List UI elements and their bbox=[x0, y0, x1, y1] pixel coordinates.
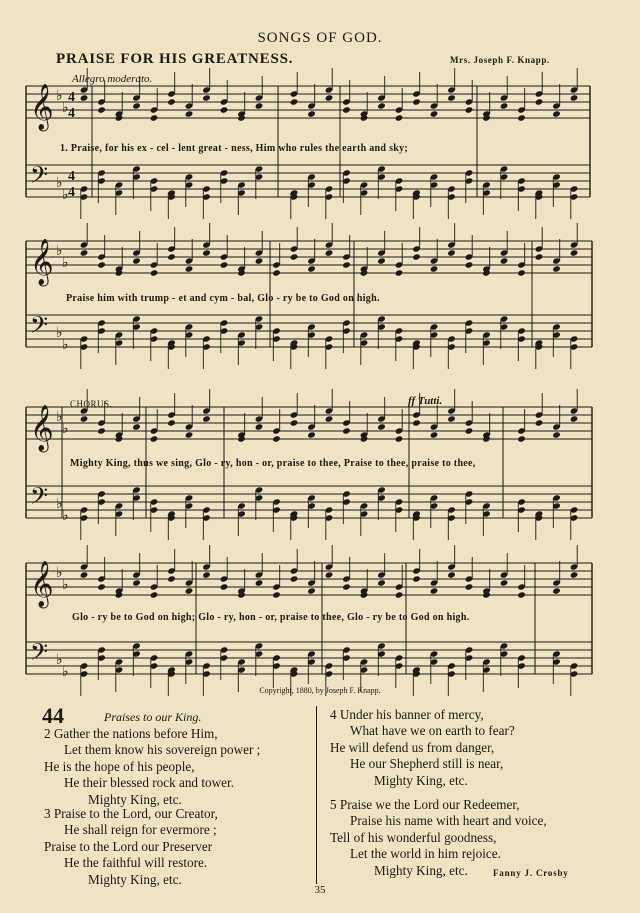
key-signature-flat-icon: ♭ bbox=[56, 653, 63, 668]
notehead bbox=[570, 571, 579, 578]
notehead bbox=[132, 579, 141, 586]
notehead bbox=[150, 269, 159, 276]
notehead bbox=[97, 583, 106, 590]
notehead bbox=[395, 435, 404, 442]
notehead bbox=[220, 261, 229, 268]
notehead bbox=[202, 415, 211, 422]
notehead bbox=[412, 419, 421, 426]
time-signature: 4 bbox=[68, 106, 75, 121]
notehead bbox=[465, 583, 474, 590]
notehead bbox=[570, 415, 579, 422]
notehead bbox=[325, 415, 334, 422]
notehead bbox=[465, 261, 474, 268]
notehead bbox=[132, 423, 141, 430]
notehead bbox=[290, 98, 299, 105]
notehead bbox=[465, 427, 474, 434]
notehead bbox=[447, 249, 456, 256]
notehead bbox=[517, 435, 526, 442]
notehead bbox=[80, 94, 89, 101]
notehead bbox=[500, 579, 509, 586]
verse-line: He their blessed rock and tower. bbox=[64, 775, 234, 791]
notehead bbox=[447, 415, 456, 422]
notehead bbox=[150, 435, 159, 442]
notehead bbox=[272, 269, 281, 276]
column-divider bbox=[316, 706, 317, 884]
notehead bbox=[465, 106, 474, 113]
notehead bbox=[342, 583, 351, 590]
notehead bbox=[342, 106, 351, 113]
verse-line: 3 Praise to the Lord, our Creator, bbox=[44, 806, 218, 821]
notehead bbox=[500, 102, 509, 109]
chorus-label: CHORUS. bbox=[70, 399, 113, 409]
notehead bbox=[517, 269, 526, 276]
notehead bbox=[500, 257, 509, 264]
key-signature-flat-icon: ♭ bbox=[62, 509, 69, 524]
time-signature: 4 bbox=[68, 169, 75, 184]
hymn-number: 44 bbox=[42, 703, 64, 728]
bass-clef-icon: 𝄢 bbox=[30, 161, 49, 194]
time-signature: 4 bbox=[68, 90, 75, 105]
notehead bbox=[290, 253, 299, 260]
notehead bbox=[307, 110, 316, 117]
verse-line: Mighty King, etc. bbox=[88, 871, 182, 887]
notehead bbox=[430, 265, 439, 272]
key-signature-flat-icon: ♭ bbox=[56, 326, 63, 341]
notehead bbox=[97, 427, 106, 434]
notehead bbox=[377, 257, 386, 264]
treble-clef-icon: 𝄞 bbox=[30, 239, 54, 285]
key-signature-flat-icon: ♭ bbox=[62, 338, 69, 353]
notehead bbox=[535, 253, 544, 260]
verse-line: Praise his name with heart and voice, bbox=[350, 813, 547, 829]
verse-line: 2 Gather the nations before Him, bbox=[44, 726, 218, 741]
verse-line: Mighty King, etc. bbox=[374, 862, 468, 878]
notehead bbox=[255, 579, 264, 586]
notehead bbox=[412, 575, 421, 582]
notehead bbox=[552, 110, 561, 117]
notehead bbox=[412, 253, 421, 260]
verse-3 bbox=[44, 806, 218, 888]
notehead bbox=[325, 94, 334, 101]
dynamic-marking: ff Tutti. bbox=[408, 395, 443, 407]
notehead bbox=[272, 591, 281, 598]
key-signature-flat-icon: ♭ bbox=[62, 256, 69, 271]
notehead bbox=[307, 587, 316, 594]
notehead bbox=[395, 591, 404, 598]
notehead bbox=[325, 571, 334, 578]
song-title: PRAISE FOR HIS GREATNESS. bbox=[56, 51, 294, 67]
key-signature-flat-icon: ♭ bbox=[62, 578, 69, 593]
verse-line: Mighty King, etc. bbox=[374, 772, 468, 788]
key-signature-flat-icon: ♭ bbox=[62, 665, 69, 680]
notehead bbox=[167, 575, 176, 582]
key-signature-flat-icon: ♭ bbox=[56, 497, 63, 512]
notehead bbox=[80, 415, 89, 422]
lyric-line-3: Mighty King, thus we sing, Glo - ry, hon - or, praise to thee, Praise to thee, praise to thee, bbox=[70, 458, 476, 469]
notehead bbox=[517, 591, 526, 598]
lyric-line-4: Glo - ry be to God on high; Glo - ry, hon - or, praise to thee, Glo - ry be to God on high. bbox=[72, 612, 470, 623]
key-signature-flat-icon: ♭ bbox=[56, 89, 63, 104]
key-signature-flat-icon: ♭ bbox=[56, 244, 63, 259]
notehead bbox=[570, 249, 579, 256]
notehead bbox=[167, 98, 176, 105]
notehead bbox=[202, 249, 211, 256]
treble-clef-icon: 𝄞 bbox=[30, 405, 54, 451]
notehead bbox=[185, 265, 194, 272]
notehead bbox=[185, 110, 194, 117]
key-signature-flat-icon: ♭ bbox=[56, 410, 63, 425]
verse-line: Tell of his wonderful goodness, bbox=[330, 829, 497, 845]
notehead bbox=[447, 571, 456, 578]
notehead bbox=[290, 575, 299, 582]
notehead bbox=[552, 265, 561, 272]
lyricist-credit: Fanny J. Crosby bbox=[493, 868, 569, 878]
verse-line: He shall reign for evermore ; bbox=[64, 822, 217, 838]
notehead bbox=[307, 265, 316, 272]
verse-5 bbox=[330, 797, 547, 879]
notehead bbox=[202, 571, 211, 578]
notehead bbox=[167, 253, 176, 260]
notehead bbox=[220, 106, 229, 113]
key-signature-flat-icon: ♭ bbox=[62, 422, 69, 437]
notehead bbox=[377, 579, 386, 586]
treble-clef-icon: 𝄞 bbox=[30, 84, 54, 130]
notehead bbox=[377, 102, 386, 109]
verse-line: 4 Under his banner of mercy, bbox=[330, 707, 484, 722]
notehead bbox=[185, 587, 194, 594]
composer-credit: Mrs. Joseph F. Knapp. bbox=[450, 55, 550, 65]
bass-clef-icon: 𝄢 bbox=[30, 482, 49, 515]
notehead bbox=[255, 257, 264, 264]
notehead bbox=[412, 98, 421, 105]
verse-2 bbox=[44, 726, 260, 808]
notehead bbox=[447, 94, 456, 101]
tempo-marking: Allegro moderato. bbox=[72, 73, 153, 85]
time-signature: 4 bbox=[68, 185, 75, 200]
verse-line: He will defend us from danger, bbox=[330, 739, 495, 755]
verse-line: Let them know his sovereign power ; bbox=[64, 742, 261, 758]
bass-clef-icon: 𝄢 bbox=[30, 311, 49, 344]
notehead bbox=[255, 423, 264, 430]
notehead bbox=[272, 435, 281, 442]
key-signature-flat-icon: ♭ bbox=[62, 188, 69, 203]
key-signature-flat-icon: ♭ bbox=[56, 566, 63, 581]
key-signature-flat-icon: ♭ bbox=[62, 101, 69, 116]
notehead bbox=[80, 571, 89, 578]
verse-line: What have we on earth to fear? bbox=[350, 723, 515, 739]
notehead bbox=[552, 587, 561, 594]
notehead bbox=[395, 269, 404, 276]
notehead bbox=[202, 94, 211, 101]
notehead bbox=[430, 587, 439, 594]
verse-line: He is the hope of his people, bbox=[44, 758, 195, 774]
notehead bbox=[395, 114, 404, 121]
notehead bbox=[185, 431, 194, 438]
notehead bbox=[132, 257, 141, 264]
notehead bbox=[430, 431, 439, 438]
notehead bbox=[290, 419, 299, 426]
notehead bbox=[255, 102, 264, 109]
lyric-line-2: Praise him with trump - et and cym - bal, Glo - ry be to God on high. bbox=[66, 293, 380, 304]
notehead bbox=[377, 423, 386, 430]
bass-clef-icon: 𝄢 bbox=[30, 638, 49, 671]
verse-line: Praise to the Lord our Preserver bbox=[44, 838, 213, 854]
verse-line: He the faithful will restore. bbox=[64, 855, 208, 871]
notehead bbox=[325, 249, 334, 256]
notehead bbox=[342, 427, 351, 434]
notehead bbox=[342, 261, 351, 268]
notehead bbox=[535, 98, 544, 105]
verse-line: 5 Praise we the Lord our Redeemer, bbox=[330, 797, 520, 812]
treble-clef-icon: 𝄞 bbox=[30, 561, 54, 607]
notehead bbox=[132, 102, 141, 109]
copyright-notice: Copyright, 1880, by Joseph F. Knapp. bbox=[259, 686, 381, 695]
notehead bbox=[97, 106, 106, 113]
notehead bbox=[430, 110, 439, 117]
section-heading: SONGS OF GOD. bbox=[257, 30, 383, 46]
notehead bbox=[307, 431, 316, 438]
notehead bbox=[535, 419, 544, 426]
notehead bbox=[150, 591, 159, 598]
notehead bbox=[150, 114, 159, 121]
verse-line: He our Shepherd still is near, bbox=[350, 756, 504, 772]
verse-4 bbox=[330, 707, 515, 789]
lyric-line-1: 1. Praise, for his ex - cel - lent great - ness, Him who rules the earth and sky; bbox=[60, 143, 409, 154]
verse-line: Mighty King, etc. bbox=[88, 791, 182, 807]
notehead bbox=[552, 431, 561, 438]
notehead bbox=[167, 419, 176, 426]
notehead bbox=[80, 249, 89, 256]
hymn-subtitle: Praises to our King. bbox=[104, 710, 202, 724]
verse-line: Let the world in him rejoice. bbox=[350, 846, 501, 862]
notehead bbox=[97, 261, 106, 268]
notehead bbox=[220, 583, 229, 590]
notehead bbox=[570, 94, 579, 101]
key-signature-flat-icon: ♭ bbox=[56, 176, 63, 191]
page-number: 35 bbox=[314, 884, 326, 896]
notehead bbox=[517, 114, 526, 121]
